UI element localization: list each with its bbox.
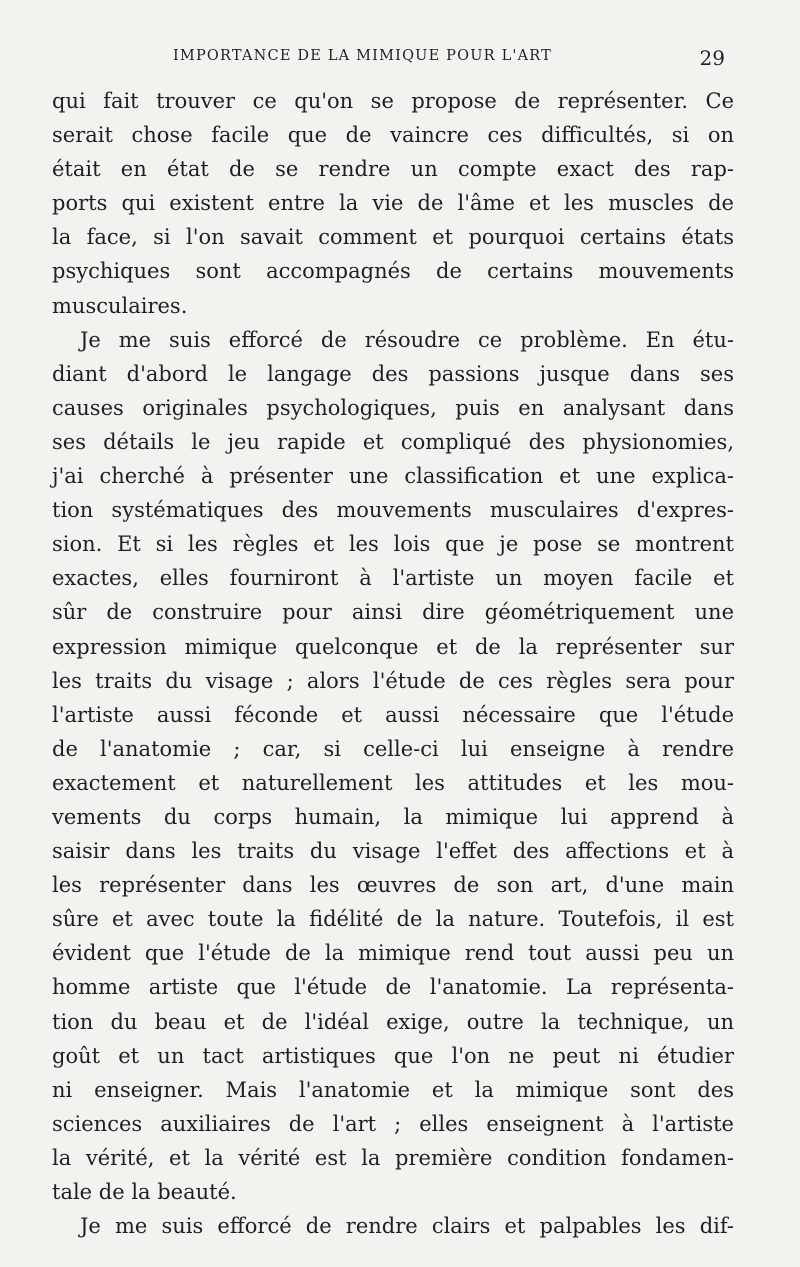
text-line: expression mimique quelconque et de la représenter sur	[52, 634, 734, 659]
text-line: psychiques sont accompagnés de certains mouvements	[52, 259, 734, 284]
page-number: 29	[699, 46, 725, 70]
text-line: diant d'abord le langage des passions jusque dans ses	[52, 361, 734, 386]
text-line: sion. Et si les règles et les lois que je pose se montrent	[52, 532, 734, 557]
text-line: tion systématiques des mouvements musculaires d'expres-	[52, 498, 734, 523]
text-line: ni enseigner. Mais l'anatomie et la mimique sont des	[52, 1077, 734, 1102]
text-line: causes originales psychologiques, puis en analysant dans	[52, 395, 734, 420]
text-line: ports qui existent entre la vie de l'âme et les muscles de	[52, 191, 734, 216]
text-line: de l'anatomie ; car, si celle-ci lui enseigne à rendre	[52, 736, 734, 761]
text-line: était en état de se rendre un compte exact des rap-	[52, 157, 734, 182]
text-line: évident que l'étude de la mimique rend tout aussi peu un	[52, 941, 734, 966]
text-line: exactement et naturellement les attitudes et les mou-	[52, 770, 734, 795]
text-line: saisir dans les traits du visage l'effet des affections et à	[52, 839, 734, 864]
body-text	[52, 84, 734, 1243]
text-line: l'artiste aussi féconde et aussi nécessaire que l'étude	[52, 702, 734, 727]
text-line: Je me suis efforcé de résoudre ce problème. En étu-	[80, 327, 734, 352]
text-line: Je me suis efforcé de rendre clairs et palpables les dif-	[80, 1214, 734, 1239]
running-head	[173, 48, 733, 70]
text-line: exactes, elles fourniront à l'artiste un moyen facile et	[52, 566, 734, 591]
text-line: vements du corps humain, la mimique lui apprend à	[52, 804, 734, 829]
text-line: j'ai cherché à présenter une classification et une explica-	[52, 464, 734, 489]
text-line: musculaires.	[52, 293, 188, 318]
text-line: sciences auxiliaires de l'art ; elles enseignent à l'artiste	[52, 1111, 734, 1136]
text-line: homme artiste que l'étude de l'anatomie. La représenta-	[52, 975, 734, 1000]
text-line: tale de la beauté.	[52, 1180, 237, 1204]
text-line: sûr de construire pour ainsi dire géométriquement une	[52, 600, 734, 625]
text-line: goût et un tact artistiques que l'on ne peut ni étudier	[52, 1043, 734, 1068]
text-line: serait chose facile que de vaincre ces difficultés, si on	[52, 123, 734, 148]
text-line: ses détails le jeu rapide et compliqué des physionomies,	[52, 429, 734, 454]
text-line: la vérité, et la vérité est la première condition fondamen-	[52, 1145, 734, 1170]
text-line: la face, si l'on savait comment et pourquoi certains états	[52, 225, 734, 250]
text-line: sûre et avec toute la fidélité de la nature. Toutefois, il est	[52, 907, 734, 932]
text-line: les représenter dans les œuvres de son art, d'une main	[52, 873, 734, 898]
text-line: qui fait trouver ce qu'on se propose de représenter. Ce	[52, 89, 734, 113]
text-line: les traits du visage ; alors l'étude de ces règles sera pour	[52, 668, 734, 693]
text-line: tion du beau et de l'idéal exige, outre la technique, un	[52, 1009, 734, 1034]
running-title: IMPORTANCE DE LA MIMIQUE POUR L'ART	[173, 48, 552, 64]
